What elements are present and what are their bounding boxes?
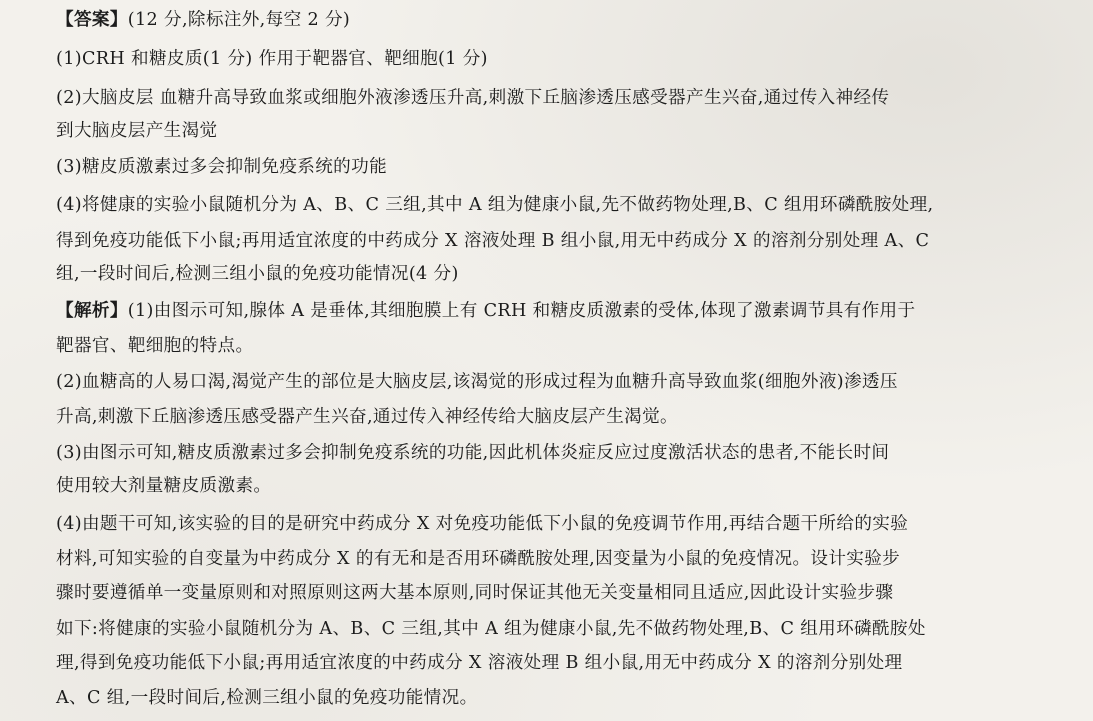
answer-score-note: (12 分,除标注外,每空 2 分) xyxy=(127,10,351,30)
answer-line-4: (3)糖皮质激素过多会抑制免疫系统的功能 xyxy=(56,157,388,177)
analysis-line-8: 骤时要遵循单一变量原则和对照原则这两大基本原则,同时保证其他无关变量相同且适应,因此设计实验步骤 xyxy=(56,583,894,603)
answer-line-7: 组,一段时间后,检测三组小鼠的免疫功能情况(4 分) xyxy=(56,264,459,284)
answer-line-5: (4)将健康的实验小鼠随机分为 A、B、C 三组,其中 A 组为健康小鼠,先不做药物处理,B、C 组用环磷酰胺处理, xyxy=(56,195,934,215)
analysis-line-3: 升高,刺激下丘脑渗透压感受器产生兴奋,通过传入神经传给大脑皮层产生渴觉。 xyxy=(56,407,678,427)
analysis-line-6: (4)由题干可知,该实验的目的是研究中药成分 X 对免疫功能低下小鼠的免疫调节作用,再结合题干所给的实验 xyxy=(56,514,909,534)
analysis-line-7: 材料,可知实验的自变量为中药成分 X 的有无和是否用环磷酰胺处理,因变量为小鼠的免疫情况。设计实验步 xyxy=(56,549,901,569)
answer-tag: 【答案】 xyxy=(56,10,128,30)
analysis-line-5: 使用较大剂量糖皮质激素。 xyxy=(56,476,272,496)
analysis-line-2: (2)血糖高的人易口渴,渴觉产生的部位是大脑皮层,该渴觉的形成过程为血糖升高导致血浆(细胞外液)渗透压 xyxy=(56,372,898,392)
answer-line-3: 到大脑皮层产生渴觉 xyxy=(56,121,218,141)
analysis-line-1: 靶器官、靶细胞的特点。 xyxy=(56,336,254,356)
analysis-line-10: 理,得到免疫功能低下小鼠;再用适宜浓度的中药成分 X 溶液处理 B 组小鼠,用无中药成分 X 的溶剂分别处理 xyxy=(56,653,903,673)
answer-line-6: 得到免疫功能低下小鼠;再用适宜浓度的中药成分 X 溶液处理 B 组小鼠,用无中药成分 X 的溶剂分别处理 A、C xyxy=(56,231,930,251)
analysis-first-line: (1)由图示可知,腺体 A 是垂体,其细胞膜上有 CRH 和糖皮质激素的受体,体现了激素调节具有作用于 xyxy=(127,301,916,321)
answer-line-2: (2)大脑皮层 血糖升高导致血浆或细胞外液渗透压升高,刺激下丘脑渗透压感受器产生兴奋,通过传入神经传 xyxy=(56,88,890,108)
analysis-line-4: (3)由图示可知,糖皮质激素过多会抑制免疫系统的功能,因此机体炎症反应过度激活状态的患者,不能长时间 xyxy=(56,443,890,463)
analysis-header xyxy=(56,299,915,323)
analysis-line-11: A、C 组,一段时间后,检测三组小鼠的免疫功能情况。 xyxy=(56,688,478,708)
answer-header xyxy=(56,8,350,32)
analysis-tag: 【解析】 xyxy=(56,301,128,321)
answer-line-1: (1)CRH 和糖皮质(1 分) 作用于靶器官、靶细胞(1 分) xyxy=(56,49,488,69)
analysis-line-9: 如下:将健康的实验小鼠随机分为 A、B、C 三组,其中 A 组为健康小鼠,先不做药物处理,B、C 组用环磷酰胺处 xyxy=(56,619,926,639)
